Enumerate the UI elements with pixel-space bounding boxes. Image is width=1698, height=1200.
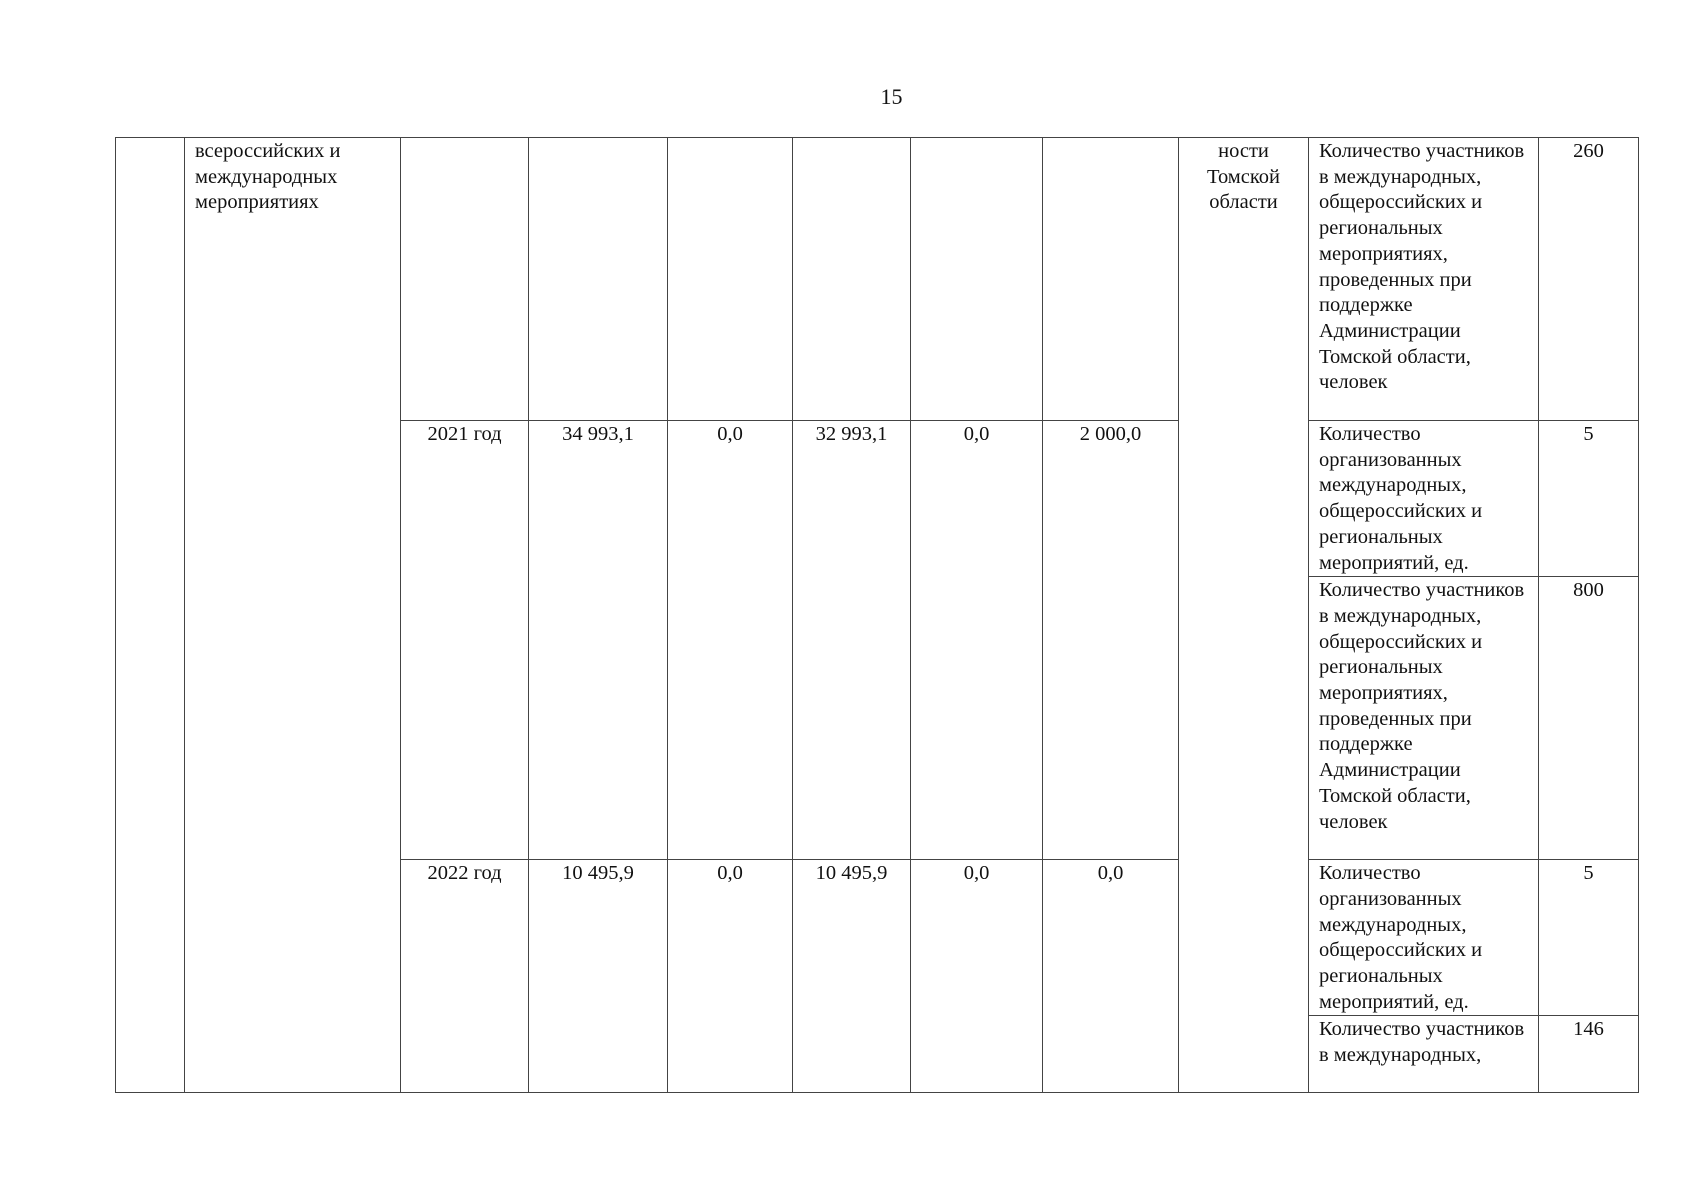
year-cell bbox=[401, 138, 529, 421]
regional-budget-cell: 32 993,1 bbox=[793, 421, 911, 860]
total-cell: 34 993,1 bbox=[529, 421, 668, 860]
indicator-value-cell: 146 bbox=[1539, 1016, 1639, 1093]
federal-budget-cell: 0,0 bbox=[668, 860, 793, 1093]
indicator-value-cell: 5 bbox=[1539, 860, 1639, 1016]
extrabudgetary-cell: 2 000,0 bbox=[1043, 421, 1179, 860]
extrabudgetary-cell bbox=[1043, 138, 1179, 421]
indicator-name-cell: Количество участников в международных, общероссийских и региональных мероприятиях, проведенных при поддержке Администрации Томской области, человек bbox=[1309, 577, 1539, 860]
page-number: 15 bbox=[880, 84, 903, 109]
table-row bbox=[116, 138, 1639, 421]
indicator-name-cell: Количество участников в международных, общероссийских и региональных мероприятиях, проведенных при поддержке Администрации Томской области, человек bbox=[1309, 138, 1539, 421]
regional-budget-cell bbox=[793, 138, 911, 421]
total-cell: 10 495,9 bbox=[529, 860, 668, 1093]
regional-budget-cell: 10 495,9 bbox=[793, 860, 911, 1093]
indicator-value-cell: 260 bbox=[1539, 138, 1639, 421]
year-cell: 2022 год bbox=[401, 860, 529, 1093]
indicator-name-cell: Количество участников в международных, bbox=[1309, 1016, 1539, 1093]
local-budget-cell bbox=[911, 138, 1043, 421]
total-cell bbox=[529, 138, 668, 421]
measure-name-cell: всероссийских и международных мероприятиях bbox=[185, 138, 401, 1093]
indicator-name-cell: Количество организованных международных, общероссийских и региональных мероприятий, ед. bbox=[1309, 860, 1539, 1016]
indicator-value-cell: 5 bbox=[1539, 421, 1639, 577]
executor-cell: ности Томской области bbox=[1179, 138, 1309, 1093]
federal-budget-cell bbox=[668, 138, 793, 421]
indicator-value-cell: 800 bbox=[1539, 577, 1639, 860]
local-budget-cell: 0,0 bbox=[911, 421, 1043, 860]
program-table bbox=[115, 137, 1639, 1093]
indicator-name-cell: Количество организованных международных, общероссийских и региональных мероприятий, ед. bbox=[1309, 421, 1539, 577]
number-cell bbox=[116, 138, 185, 1093]
extrabudgetary-cell: 0,0 bbox=[1043, 860, 1179, 1093]
year-cell: 2021 год bbox=[401, 421, 529, 860]
local-budget-cell: 0,0 bbox=[911, 860, 1043, 1093]
federal-budget-cell: 0,0 bbox=[668, 421, 793, 860]
